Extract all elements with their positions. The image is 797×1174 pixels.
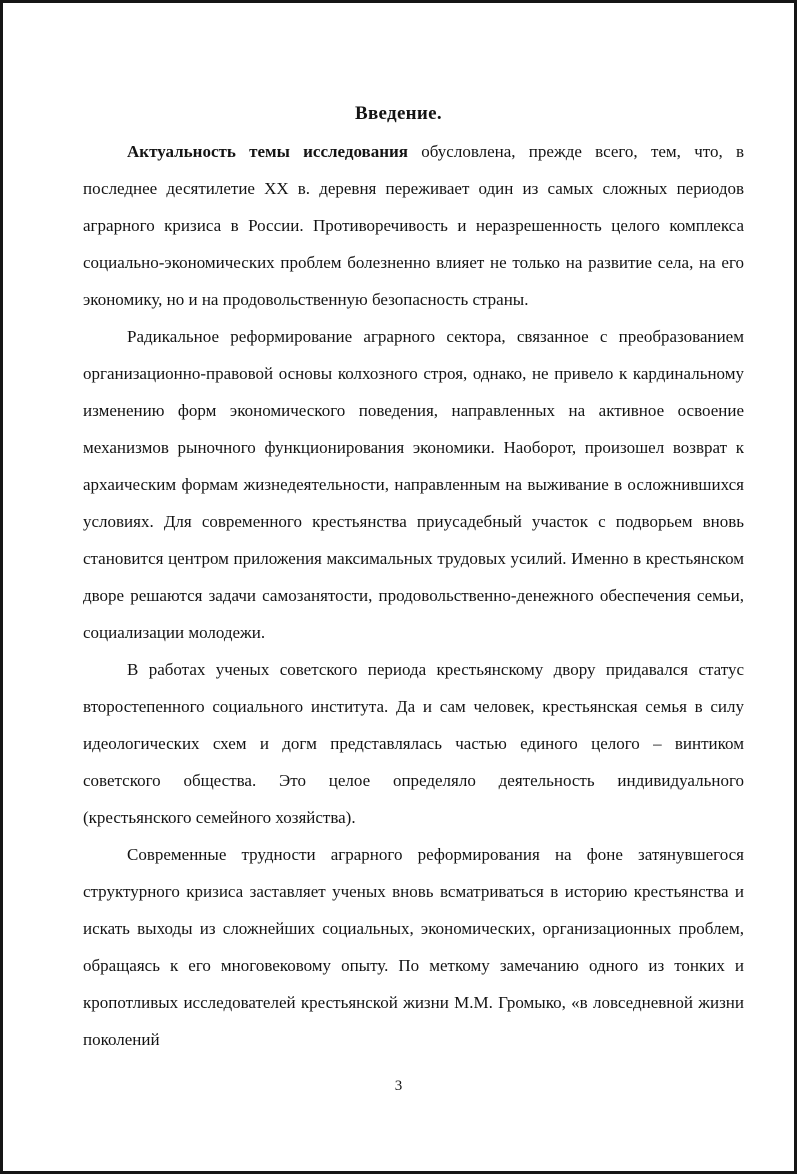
page-title: Введение. bbox=[355, 103, 442, 124]
document-body bbox=[3, 133, 794, 1058]
page-number: 3 bbox=[394, 1078, 403, 1094]
paragraph-bold-lead: Актуальность темы исследования bbox=[127, 142, 409, 161]
paragraph: Современные трудности аграрного реформирования на фоне затянувшегося структурного кризиса заставляет ученых вновь всматриваться в историю крестьянства и искать выходы из сложнейших социальных, экономических, организационных проблем, обращаясь к его многовековому опыту. По меткому замечанию одного из тонких и кропотливых исследователей крестьянской жизни М.М. Громыко, «в ловседневной жизни поколений bbox=[83, 845, 744, 1049]
paragraph: Актуальность темы исследования обусловлена, прежде всего, тем, что, в последнее десятилетие XX в. деревня переживает один из самых сложных периодов аграрного кризиса в России. Противоречивость и неразрешенность целого комплекса социально-экономических проблем болезненно влияет не только на развитие села, на его экономику, но и на продовольственную безопасность страны. bbox=[83, 142, 744, 309]
paragraph: В работах ученых советского периода крестьянскому двору придавался статус второстепенного социального института. Да и сам человек, крестьянская семья в силу идеологических схем и догм представлялась частью единого целого – винтиком советского общества. Это целое определяло деятельность индивидуального (крестьянского семейного хозяйства). bbox=[83, 660, 744, 827]
paragraph: Радикальное реформирование аграрного сектора, связанное с преобразованием организационно-правовой основы колхозного строя, однако, не привело к кардинальному изменению форм экономического поведения, направленных на активное освоение механизмов рыночного функционирования экономики. Наоборот, произошел возврат к архаическим формам жизнедеятельности, направленным на выживание в осложнившихся условиях. Для современного крестьянства приусадебный участок с подворьем вновь становится центром приложения максимальных трудовых усилий. Именно в крестьянском дворе решаются задачи самозанятости, продовольственно-денежного обеспечения семьи, социализации молодежи. bbox=[83, 327, 744, 642]
